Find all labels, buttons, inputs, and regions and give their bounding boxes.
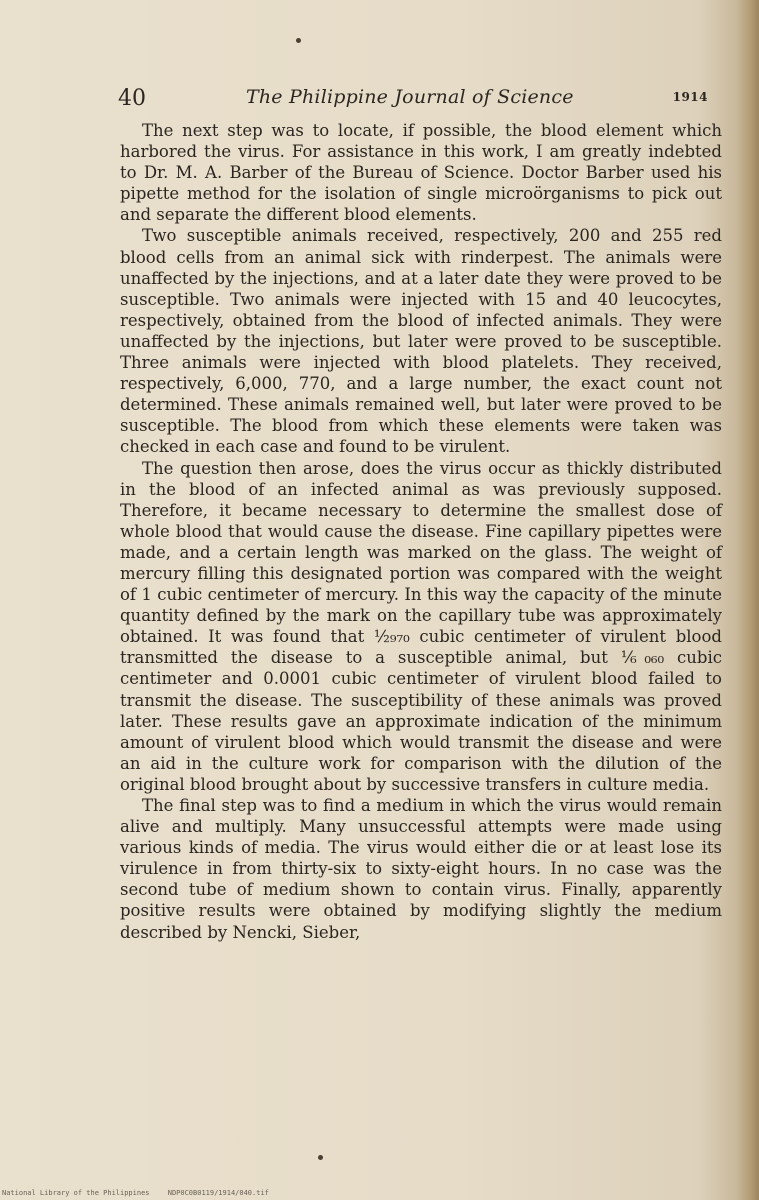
page-number: 40 <box>118 86 146 111</box>
print-speck <box>296 38 301 43</box>
journal-title: The Philippine Journal of Science <box>246 86 574 108</box>
body-text <box>120 120 722 943</box>
paragraph: The question then arose, does the virus occur as thickly distributed in the blood of an infected animal as was previously supposed. Therefore, it became necessary to determine the smallest dose of whole blood that would cause the disease. Fine capillary pipettes were made, and a certain length was marked on the glass. The weight of mercury filling this designated portion was compared with the weight of 1 cubic centimeter of mercury. In this way the capacity of the minute quantity defined by the mark on the capillary tube was approximately obtained. It was found that ½₉₇₀ cubic centimeter of virulent blood transmitted the disease to a susceptible animal, but ⅙₀₆₀ cubic centimeter and 0.0001 cubic centimeter of virulent blood failed to transmit the disease. The susceptibility of these animals was proved later. These results gave an approximate indication of the minimum amount of virulent blood which would transmit the disease and were an aid in the culture work for comparison with the dilution of the original blood brought about by successive transfers in culture media. <box>120 458 722 794</box>
print-speck <box>318 1155 323 1160</box>
scan-footer <box>2 1189 283 1197</box>
running-header <box>118 84 710 112</box>
paragraph: Two susceptible animals received, respectively, 200 and 255 red blood cells from an animal sick with rinderpest. The animals were unaffected by the injections, and at a later date they were proved to be susceptible. Two animals were injected with 15 and 40 leucocytes, respectively, obtained from the blood of infected animals. They were unaffected by the injections, but later were proved to be susceptible. Three animals were injected with blood platelets. They received, respectively, 6,000, 770, and a large number, the exact count not determined. These animals remained well, but later were proved to be susceptible. The blood from which these elements were taken was checked in each case and found to be virulent. <box>120 226 722 457</box>
page-edge-shadow <box>737 0 759 1200</box>
library-credit: National Library of the Philippines <box>2 1189 150 1197</box>
file-id: NDP0C0B0119/1914/040.tif <box>167 1189 269 1197</box>
year: 1914 <box>672 90 708 104</box>
paragraph: The next step was to locate, if possible, the blood element which harbored the virus. For assistance in this work, I am greatly indebted to Dr. M. A. Barber of the Bureau of Science. Doctor Barber used his pipette method for the isolation of single microörganisms to pick out and separate the different blood elements. <box>120 121 722 225</box>
paragraph: The final step was to find a medium in which the virus would remain alive and multiply. Many unsuccessful attempts were made using various kinds of media. The virus would either die or at least lose its virulence in from thirty-six to sixty-eight hours. In no case was the second tube of medium shown to contain virus. Finally, apparently positive results were obtained by modifying slightly the medium described by Nencki, Sieber, <box>120 796 722 942</box>
